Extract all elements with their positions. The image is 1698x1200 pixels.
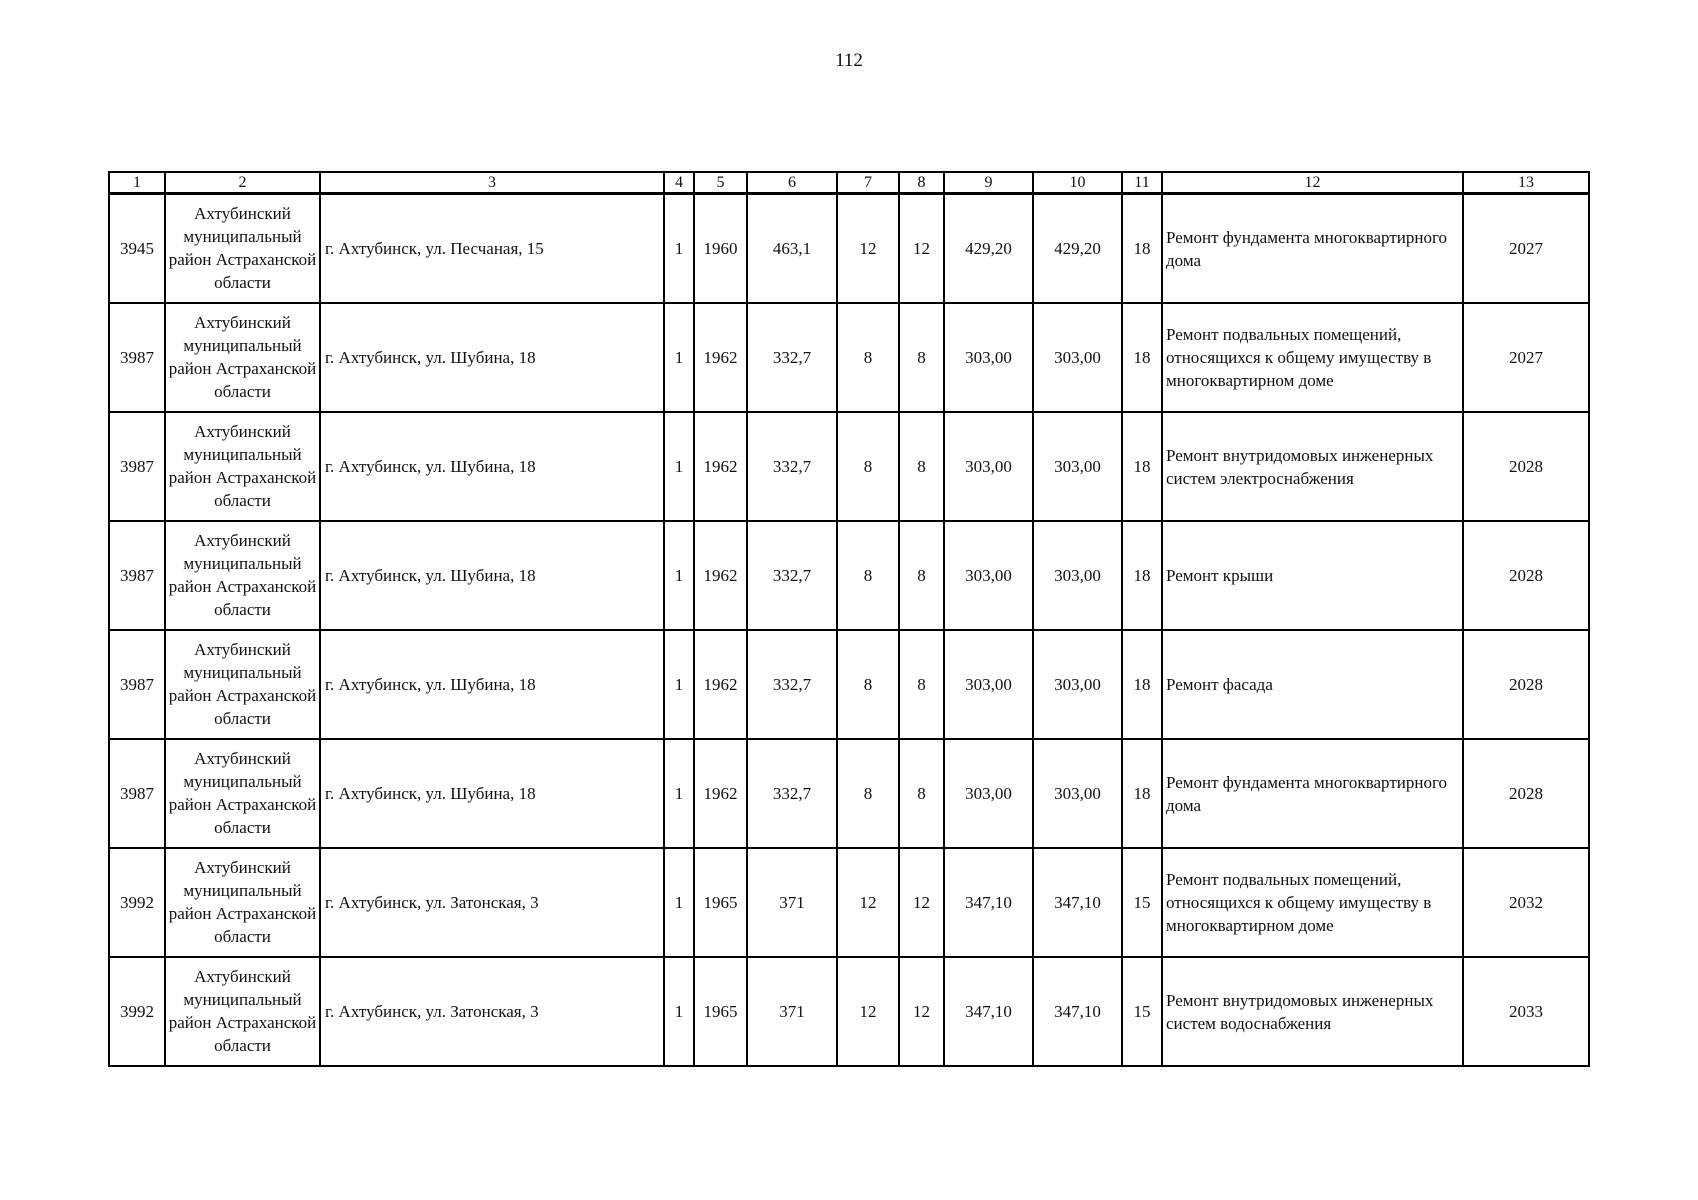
cell-c9: 347,10 <box>944 957 1033 1066</box>
cell-plan-year: 2032 <box>1463 848 1589 957</box>
municipality-text: Ахтубинский муниципальный район Астраханской области <box>168 203 317 292</box>
cell-c10: 303,00 <box>1033 739 1122 848</box>
cell-year: 1965 <box>694 957 747 1066</box>
column-number-12: 12 <box>1162 172 1463 194</box>
municipality-text: Ахтубинский муниципальный район Астраханской области <box>168 966 317 1055</box>
table-row <box>109 194 1589 304</box>
cell-id: 3987 <box>109 739 165 848</box>
table-row <box>109 521 1589 630</box>
cell-c11: 18 <box>1122 412 1162 521</box>
cell-c11: 15 <box>1122 957 1162 1066</box>
cell-c8: 8 <box>899 412 944 521</box>
cell-year: 1962 <box>694 303 747 412</box>
repair-program-table <box>108 171 1590 1067</box>
municipality-text: Ахтубинский муниципальный район Астраханской области <box>168 639 317 728</box>
column-number-5: 5 <box>694 172 747 194</box>
cell-c4: 1 <box>664 957 694 1066</box>
column-number-13: 13 <box>1463 172 1589 194</box>
cell-c10: 303,00 <box>1033 630 1122 739</box>
cell-c8: 12 <box>899 194 944 304</box>
cell-c11: 18 <box>1122 630 1162 739</box>
cell-plan-year: 2027 <box>1463 194 1589 304</box>
municipality-text: Ахтубинский муниципальный район Астраханской области <box>168 748 317 837</box>
cell-id: 3987 <box>109 521 165 630</box>
cell-year: 1962 <box>694 739 747 848</box>
cell-c9: 303,00 <box>944 739 1033 848</box>
cell-work: Ремонт фундамента многоквартирного дома <box>1162 739 1463 848</box>
cell-plan-year: 2028 <box>1463 630 1589 739</box>
cell-plan-year: 2028 <box>1463 521 1589 630</box>
cell-work: Ремонт крыши <box>1162 521 1463 630</box>
cell-id: 3945 <box>109 194 165 304</box>
cell-id: 3987 <box>109 412 165 521</box>
cell-work: Ремонт фундамента многоквартирного дома <box>1162 194 1463 304</box>
column-number-6: 6 <box>747 172 837 194</box>
cell-id: 3987 <box>109 303 165 412</box>
cell-id: 3992 <box>109 848 165 957</box>
cell-c11: 18 <box>1122 521 1162 630</box>
table-row <box>109 957 1589 1066</box>
cell-c9: 303,00 <box>944 303 1033 412</box>
column-number-1: 1 <box>109 172 165 194</box>
cell-c7: 8 <box>837 303 899 412</box>
cell-c10: 303,00 <box>1033 521 1122 630</box>
cell-address: г. Ахтубинск, ул. Шубина, 18 <box>320 739 664 848</box>
page-number: 112 <box>835 50 863 71</box>
cell-c7: 12 <box>837 957 899 1066</box>
table-row <box>109 739 1589 848</box>
table-row <box>109 630 1589 739</box>
cell-c7: 8 <box>837 521 899 630</box>
cell-c8: 12 <box>899 848 944 957</box>
cell-plan-year: 2033 <box>1463 957 1589 1066</box>
cell-c6: 332,7 <box>747 630 837 739</box>
cell-c9: 303,00 <box>944 521 1033 630</box>
cell-plan-year: 2028 <box>1463 412 1589 521</box>
cell-year: 1965 <box>694 848 747 957</box>
municipality-text: Ахтубинский муниципальный район Астраханской области <box>168 530 317 619</box>
cell-c8: 12 <box>899 957 944 1066</box>
column-number-8: 8 <box>899 172 944 194</box>
cell-c11: 15 <box>1122 848 1162 957</box>
cell-municipality <box>165 957 320 1066</box>
cell-municipality <box>165 303 320 412</box>
cell-address: г. Ахтубинск, ул. Шубина, 18 <box>320 412 664 521</box>
table-row <box>109 303 1589 412</box>
cell-municipality <box>165 412 320 521</box>
cell-c11: 18 <box>1122 194 1162 304</box>
cell-c7: 8 <box>837 739 899 848</box>
column-number-row <box>109 172 1589 194</box>
column-number-4: 4 <box>664 172 694 194</box>
cell-work: Ремонт внутридомовых инженерных систем электроснабжения <box>1162 412 1463 521</box>
table-body <box>109 172 1589 1066</box>
cell-c6: 332,7 <box>747 739 837 848</box>
cell-c8: 8 <box>899 521 944 630</box>
cell-address: г. Ахтубинск, ул. Шубина, 18 <box>320 303 664 412</box>
table-row <box>109 412 1589 521</box>
cell-c7: 8 <box>837 412 899 521</box>
cell-address: г. Ахтубинск, ул. Шубина, 18 <box>320 521 664 630</box>
column-number-2: 2 <box>165 172 320 194</box>
cell-c10: 429,20 <box>1033 194 1122 304</box>
cell-c4: 1 <box>664 521 694 630</box>
cell-plan-year: 2027 <box>1463 303 1589 412</box>
cell-c9: 347,10 <box>944 848 1033 957</box>
cell-c4: 1 <box>664 194 694 304</box>
cell-c4: 1 <box>664 303 694 412</box>
cell-c8: 8 <box>899 303 944 412</box>
cell-c4: 1 <box>664 412 694 521</box>
cell-municipality <box>165 848 320 957</box>
cell-municipality <box>165 521 320 630</box>
cell-plan-year: 2028 <box>1463 739 1589 848</box>
table-row <box>109 848 1589 957</box>
cell-c10: 347,10 <box>1033 848 1122 957</box>
cell-c7: 8 <box>837 630 899 739</box>
cell-c6: 332,7 <box>747 521 837 630</box>
cell-c6: 332,7 <box>747 303 837 412</box>
cell-address: г. Ахтубинск, ул. Песчаная, 15 <box>320 194 664 304</box>
column-number-10: 10 <box>1033 172 1122 194</box>
cell-c4: 1 <box>664 739 694 848</box>
cell-year: 1962 <box>694 630 747 739</box>
cell-c7: 12 <box>837 194 899 304</box>
cell-address: г. Ахтубинск, ул. Затонская, 3 <box>320 957 664 1066</box>
cell-year: 1962 <box>694 521 747 630</box>
cell-address: г. Ахтубинск, ул. Затонская, 3 <box>320 848 664 957</box>
cell-c11: 18 <box>1122 739 1162 848</box>
cell-c9: 303,00 <box>944 630 1033 739</box>
cell-c10: 303,00 <box>1033 412 1122 521</box>
cell-year: 1962 <box>694 412 747 521</box>
cell-c6: 371 <box>747 957 837 1066</box>
cell-c6: 371 <box>747 848 837 957</box>
municipality-text: Ахтубинский муниципальный район Астраханской области <box>168 312 317 401</box>
cell-c11: 18 <box>1122 303 1162 412</box>
cell-work: Ремонт внутридомовых инженерных систем водоснабжения <box>1162 957 1463 1066</box>
cell-c9: 303,00 <box>944 412 1033 521</box>
column-number-9: 9 <box>944 172 1033 194</box>
cell-municipality <box>165 739 320 848</box>
cell-year: 1960 <box>694 194 747 304</box>
cell-id: 3992 <box>109 957 165 1066</box>
cell-work: Ремонт подвальных помещений, относящихся к общему имуществу в многоквартирном доме <box>1162 303 1463 412</box>
cell-municipality <box>165 630 320 739</box>
municipality-text: Ахтубинский муниципальный район Астраханской области <box>168 421 317 510</box>
cell-c8: 8 <box>899 630 944 739</box>
cell-c10: 347,10 <box>1033 957 1122 1066</box>
cell-id: 3987 <box>109 630 165 739</box>
cell-work: Ремонт подвальных помещений, относящихся к общему имуществу в многоквартирном доме <box>1162 848 1463 957</box>
cell-c9: 429,20 <box>944 194 1033 304</box>
cell-c6: 463,1 <box>747 194 837 304</box>
municipality-text: Ахтубинский муниципальный район Астраханской области <box>168 857 317 946</box>
cell-c4: 1 <box>664 848 694 957</box>
column-number-7: 7 <box>837 172 899 194</box>
cell-c8: 8 <box>899 739 944 848</box>
column-number-11: 11 <box>1122 172 1162 194</box>
cell-c7: 12 <box>837 848 899 957</box>
cell-municipality <box>165 194 320 304</box>
cell-address: г. Ахтубинск, ул. Шубина, 18 <box>320 630 664 739</box>
column-number-3: 3 <box>320 172 664 194</box>
cell-c6: 332,7 <box>747 412 837 521</box>
cell-work: Ремонт фасада <box>1162 630 1463 739</box>
cell-c4: 1 <box>664 630 694 739</box>
cell-c10: 303,00 <box>1033 303 1122 412</box>
